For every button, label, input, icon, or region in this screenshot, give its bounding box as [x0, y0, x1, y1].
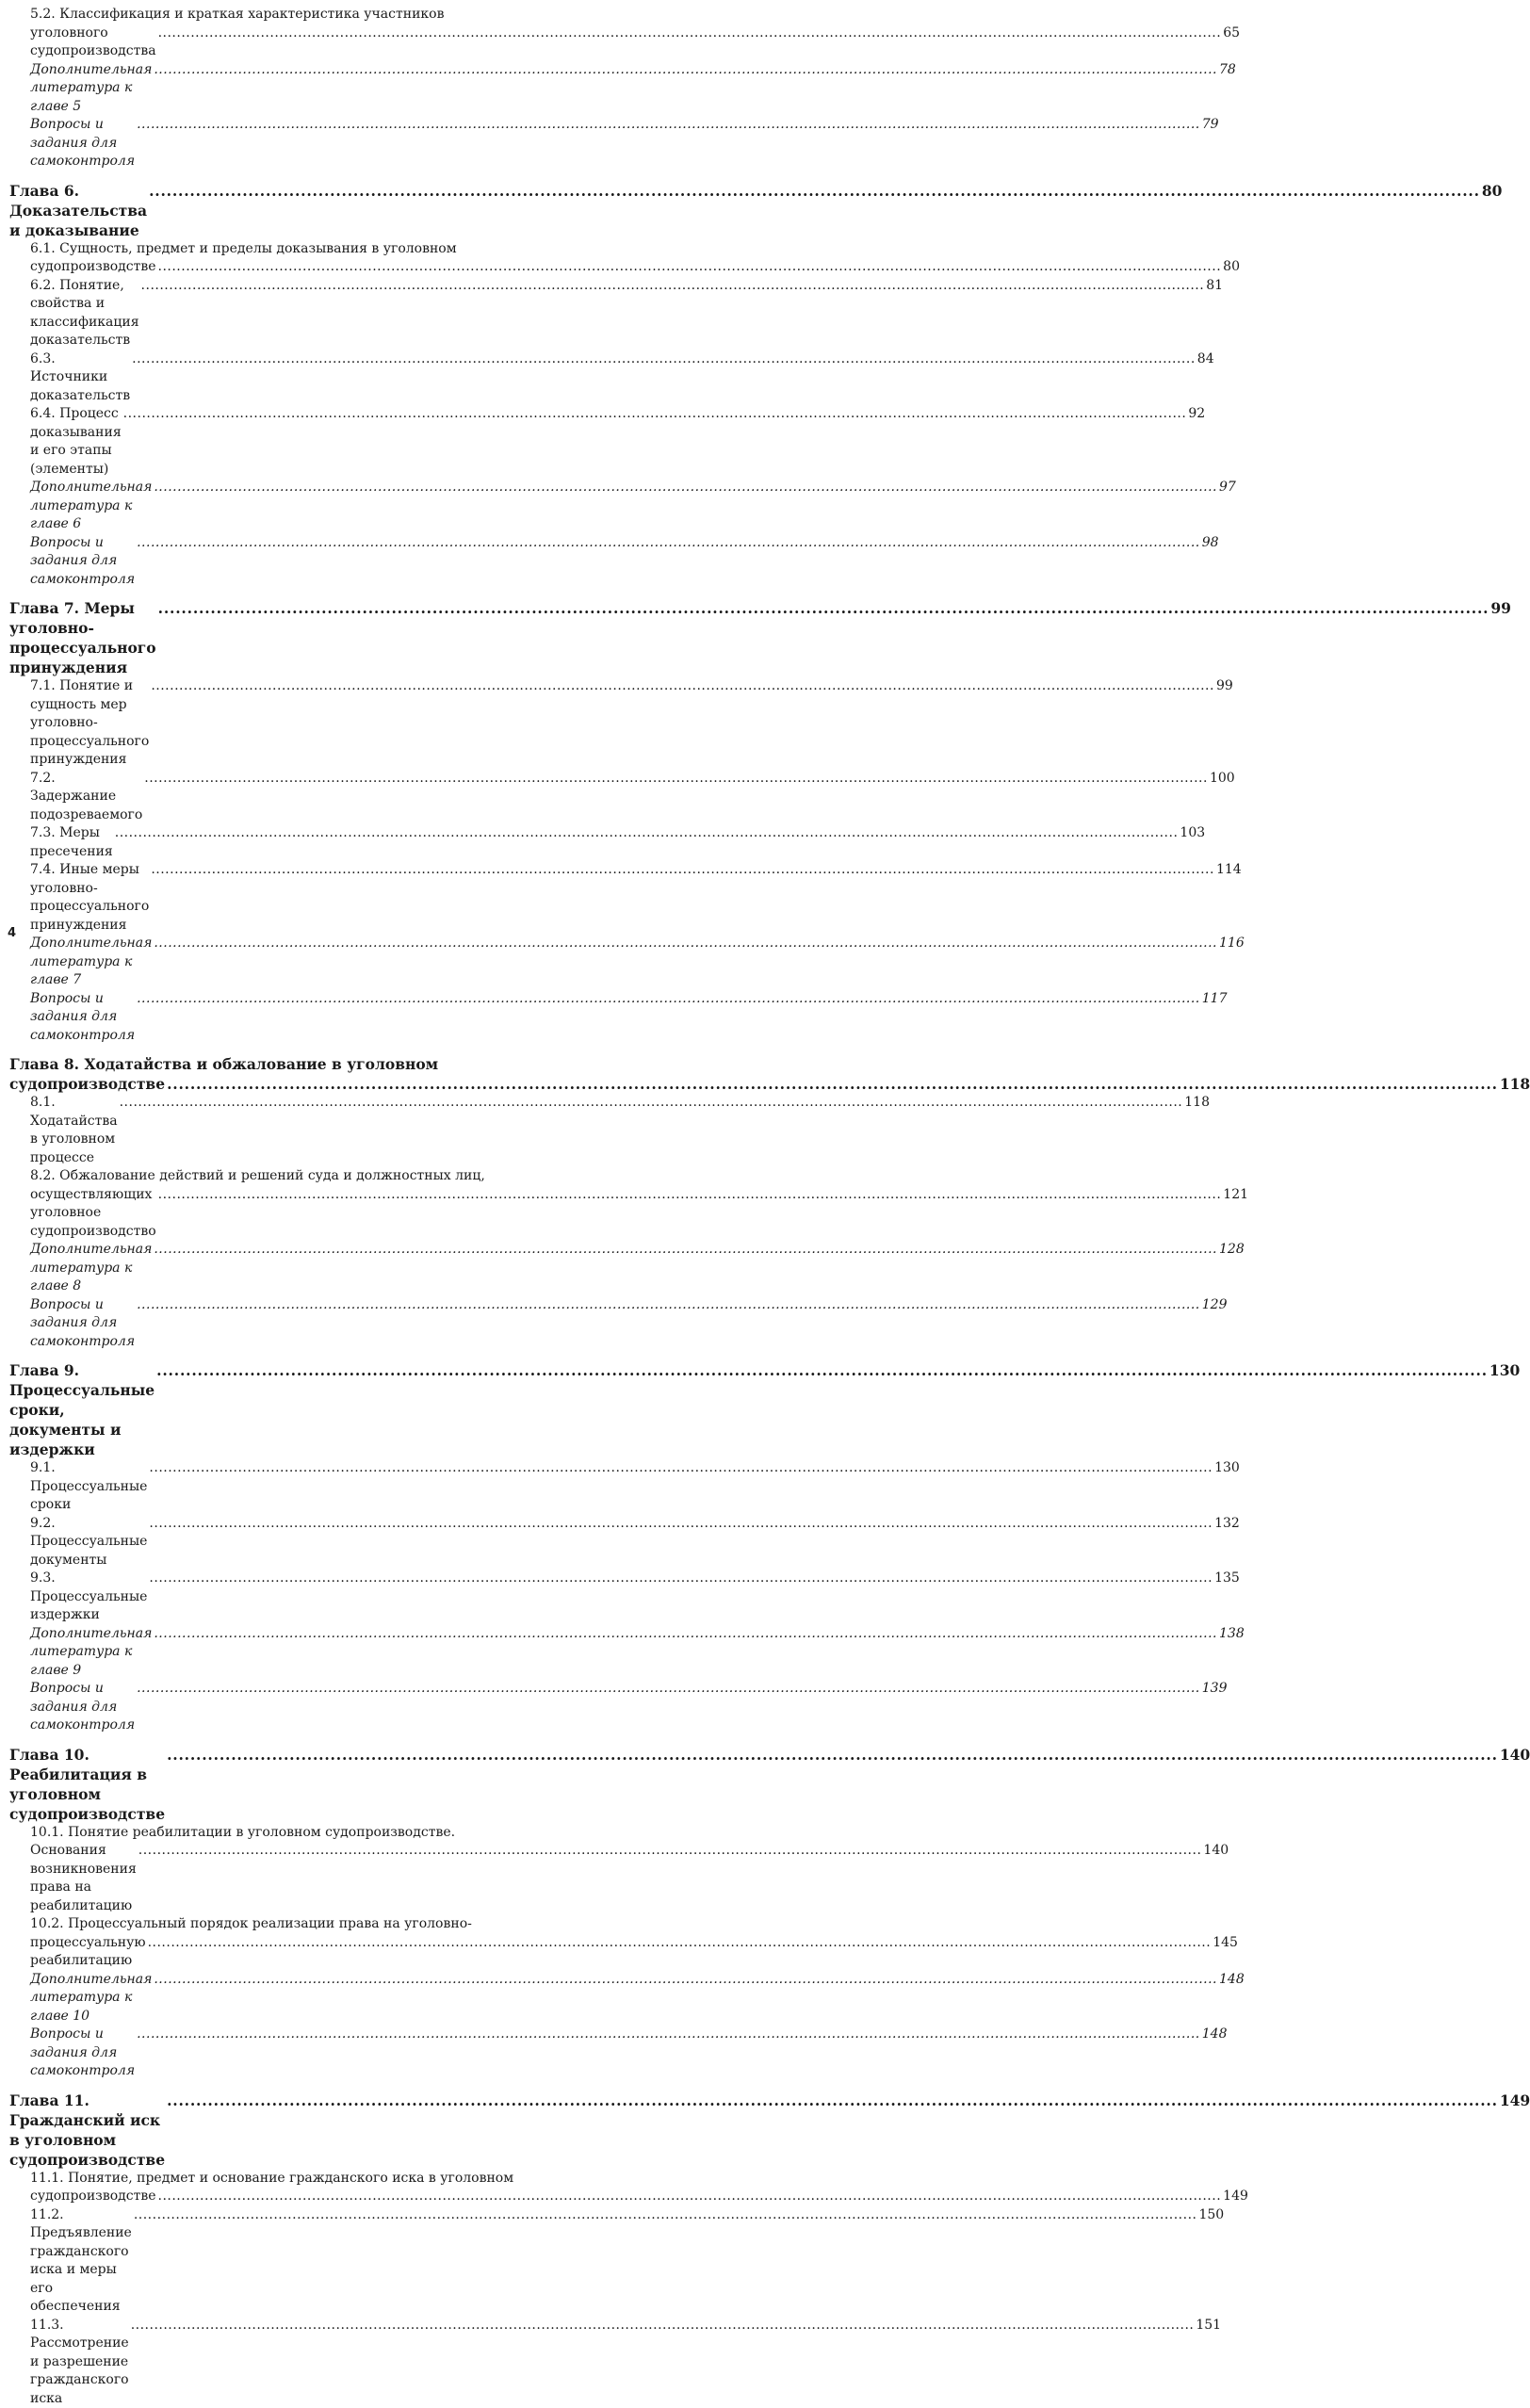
chapter-section	[9, 1054, 550, 1351]
chapter-section	[9, 1745, 550, 2081]
chapter-page-number: 80	[1482, 181, 1503, 201]
dot-leader	[154, 479, 1217, 497]
entry-page-number: 148	[1219, 1971, 1245, 1990]
dot-leader	[132, 350, 1196, 369]
entry-page-number: 97	[1219, 479, 1236, 497]
supplementary-entry[interactable]	[9, 1971, 550, 2026]
dot-leader	[158, 258, 1222, 277]
dot-leader	[134, 2206, 1197, 2225]
subsection-entry-title: 6.2. Понятие, свойства и классификация доказательств	[30, 277, 139, 350]
dot-leader	[154, 1241, 1217, 1260]
entry-page-number: 150	[1198, 2206, 1224, 2225]
subsection-entry[interactable]	[9, 350, 550, 406]
subsection-entry-title[interactable]: 11.1. Понятие, предмет и основание гражданского иска в уголовном	[9, 2170, 550, 2188]
subsection-entry[interactable]	[9, 1186, 550, 1242]
dot-leader	[158, 598, 1489, 618]
dot-leader	[154, 935, 1217, 953]
subsection-entry[interactable]	[9, 677, 550, 770]
chapter-page-number: 118	[1500, 1074, 1530, 1094]
chapter-section	[9, 598, 550, 1045]
dot-leader	[120, 1094, 1183, 1113]
chapter-title: Глава 7. Меры уголовно-процессуального принуждения	[9, 598, 156, 677]
subsection-entry-title[interactable]: 8.2. Обжалование действий и решений суда и должностных лиц,	[9, 1167, 550, 1186]
subsection-entry[interactable]	[9, 277, 550, 350]
dot-leader	[131, 2317, 1195, 2335]
supplementary-entry-title: Вопросы и задания для самоконтроля	[30, 116, 135, 171]
dot-leader	[137, 534, 1200, 553]
subsection-entry-title: 11.2. Предъявление гражданского иска и меры его обеспечения	[30, 2206, 132, 2317]
subsection-entry[interactable]	[9, 861, 550, 935]
dot-leader	[138, 1842, 1202, 1861]
chapter-title: Глава 11. Гражданский иск в уголовном судопроизводстве	[9, 2091, 165, 2170]
dot-leader	[151, 861, 1214, 880]
dot-leader	[158, 2188, 1222, 2206]
subsection-entry-title: 7.4. Иные меры уголовно-процессуального принуждения	[30, 861, 149, 935]
supplementary-entry[interactable]	[9, 1625, 550, 1681]
supplementary-entry[interactable]	[9, 990, 550, 1046]
supplementary-entry-title: Вопросы и задания для самоконтроля	[30, 534, 135, 590]
dot-leader	[141, 277, 1205, 296]
supplementary-entry[interactable]	[9, 116, 550, 171]
entry-page-number: 128	[1219, 1241, 1245, 1260]
subsection-entry-title: 9.2. Процессуальные документы	[30, 1515, 147, 1570]
supplementary-entry-title: Дополнительная литература к главе 10	[30, 1971, 152, 2026]
subsection-entry-title: 8.1. Ходатайства в уголовном процессе	[30, 1094, 118, 1167]
dot-leader	[154, 1971, 1217, 1990]
subsection-entry-title-continuation: судопроизводстве	[30, 258, 156, 277]
dot-leader	[158, 24, 1222, 43]
dot-leader	[149, 1459, 1213, 1478]
entry-page-number: 103	[1180, 824, 1205, 843]
dot-leader	[115, 824, 1179, 843]
supplementary-entry[interactable]	[9, 1296, 550, 1352]
dot-leader	[167, 1074, 1498, 1094]
chapter-section	[9, 181, 550, 590]
supplementary-entry-title: Дополнительная литература к главе 6	[30, 479, 152, 534]
dot-leader	[167, 1745, 1498, 1765]
subsection-entry-title-continuation: осуществляющих уголовное судопроизводство	[30, 1186, 156, 1242]
chapter-heading[interactable]	[9, 1745, 550, 1824]
subsection-entry[interactable]	[9, 2206, 550, 2317]
subsection-entry[interactable]	[9, 1094, 550, 1167]
subsection-entry-title[interactable]: 10.2. Процессуальный порядок реализации права на уголовно-	[9, 1915, 550, 1934]
chapter-heading[interactable]	[9, 181, 550, 240]
supplementary-entry[interactable]	[9, 2026, 550, 2081]
entry-page-number: 118	[1184, 1094, 1210, 1113]
dot-leader	[156, 1360, 1488, 1380]
entry-page-number: 65	[1223, 24, 1240, 43]
supplementary-entry[interactable]	[9, 61, 550, 117]
chapter-title[interactable]: Глава 8. Ходатайства и обжалование в уголовном	[9, 1054, 550, 1074]
entry-page-number: 117	[1202, 990, 1228, 1009]
subsection-entry-title-continuation: уголовного судопроизводства	[30, 24, 156, 61]
table-of-contents	[9, 6, 550, 2408]
entry-page-number: 132	[1214, 1515, 1240, 1534]
subsection-entry[interactable]	[9, 24, 550, 61]
dot-leader	[137, 1296, 1200, 1315]
subsection-entry[interactable]	[9, 1934, 550, 1971]
supplementary-entry[interactable]	[9, 935, 550, 990]
dot-leader	[144, 770, 1208, 789]
entry-page-number: 114	[1216, 861, 1242, 880]
supplementary-entry-title: Дополнительная литература к главе 5	[30, 61, 152, 117]
subsection-entry[interactable]	[9, 824, 550, 861]
entry-page-number: 79	[1202, 116, 1219, 135]
supplementary-entry[interactable]	[9, 1241, 550, 1296]
subsection-entry[interactable]	[9, 2317, 550, 2408]
supplementary-entry-title: Вопросы и задания для самоконтроля	[30, 2026, 135, 2081]
entry-page-number: 80	[1223, 258, 1240, 277]
dot-leader	[137, 1680, 1200, 1699]
subsection-entry-title: 11.3. Рассмотрение и разрешение гражданского иска	[30, 2317, 129, 2408]
dot-leader	[137, 116, 1200, 135]
subsection-entry-title: 6.4. Процесс доказывания и его этапы (элементы)	[30, 405, 122, 479]
supplementary-entry-title: Дополнительная литература к главе 8	[30, 1241, 152, 1296]
dot-leader	[148, 1934, 1212, 1953]
entry-page-number: 116	[1219, 935, 1245, 953]
subsection-entry-title: 7.1. Понятие и сущность мер уголовно-процессуального принуждения	[30, 677, 149, 770]
subsection-entry-title[interactable]: 5.2. Классификация и краткая характеристика участников	[9, 6, 550, 24]
subsection-entry[interactable]	[9, 1842, 550, 1915]
supplementary-entry[interactable]	[9, 479, 550, 534]
entry-page-number: 151	[1196, 2317, 1221, 2335]
entry-page-number: 78	[1219, 61, 1236, 80]
dot-leader	[154, 61, 1217, 80]
chapter-title: Глава 6. Доказательства и доказывание	[9, 181, 147, 240]
entry-page-number: 98	[1202, 534, 1219, 553]
dot-leader	[149, 1570, 1213, 1588]
chapter-title-continuation: судопроизводстве	[9, 1074, 165, 1094]
entry-page-number: 148	[1202, 2026, 1228, 2044]
subsection-entry[interactable]	[9, 258, 550, 277]
entry-page-number: 139	[1202, 1680, 1228, 1699]
entry-page-number: 138	[1219, 1625, 1245, 1644]
dot-leader	[158, 1186, 1222, 1205]
dot-leader	[137, 990, 1200, 1009]
entry-page-number: 99	[1216, 677, 1233, 696]
dot-leader	[137, 2026, 1200, 2044]
subsection-entry-title-continuation: Основания возникновения права на реабилитацию	[30, 1842, 137, 1915]
subsection-entry[interactable]	[9, 405, 550, 479]
chapter-page-number: 130	[1489, 1360, 1520, 1380]
subsection-entry[interactable]	[9, 2188, 550, 2206]
supplementary-entry-title: Дополнительная литература к главе 7	[30, 935, 152, 990]
chapter-heading[interactable]	[9, 1360, 550, 1459]
chapter-section	[9, 1360, 550, 1735]
dot-leader	[151, 677, 1214, 696]
subsection-entry-title: 9.3. Процессуальные издержки	[30, 1570, 147, 1625]
entry-page-number: 81	[1206, 277, 1223, 296]
entry-page-number: 149	[1223, 2188, 1248, 2206]
subsection-entry[interactable]	[9, 1459, 550, 1515]
entry-page-number: 130	[1214, 1459, 1240, 1478]
entry-page-number: 135	[1214, 1570, 1240, 1588]
subsection-entry-title-continuation: процессуальную реабилитацию	[30, 1934, 146, 1971]
chapter-heading[interactable]	[9, 2091, 550, 2170]
entry-page-number: 121	[1223, 1186, 1248, 1205]
supplementary-entry-title: Дополнительная литература к главе 9	[30, 1625, 152, 1681]
dot-leader	[123, 405, 1187, 424]
subsection-entry-title[interactable]: 6.1. Сущность, предмет и пределы доказывания в уголовном	[9, 240, 550, 259]
page-number: 4	[8, 926, 16, 940]
subsection-entry-title: 9.1. Процессуальные сроки	[30, 1459, 147, 1515]
chapter-page-number: 149	[1500, 2091, 1530, 2110]
chapter-section	[9, 6, 550, 171]
dot-leader	[167, 2091, 1498, 2110]
entry-page-number: 129	[1202, 1296, 1228, 1315]
subsection-entry[interactable]	[9, 770, 550, 825]
supplementary-entry-title: Вопросы и задания для самоконтроля	[30, 1680, 135, 1735]
entry-page-number: 84	[1197, 350, 1214, 369]
dot-leader	[149, 181, 1480, 201]
subsection-entry-title-continuation: судопроизводстве	[30, 2188, 156, 2206]
entry-page-number: 145	[1213, 1934, 1238, 1953]
subsection-entry-title[interactable]: 10.1. Понятие реабилитации в уголовном судопроизводстве.	[9, 1824, 550, 1843]
chapter-page-number: 99	[1490, 598, 1511, 618]
chapter-heading[interactable]	[9, 598, 550, 677]
subsection-entry[interactable]	[9, 1570, 550, 1625]
supplementary-entry-title: Вопросы и задания для самоконтроля	[30, 990, 135, 1046]
chapter-title: Глава 10. Реабилитация в уголовном судопроизводстве	[9, 1745, 165, 1824]
subsection-entry-title: 7.2. Задержание подозреваемого	[30, 770, 142, 825]
supplementary-entry-title: Вопросы и задания для самоконтроля	[30, 1296, 135, 1352]
subsection-entry-title: 7.3. Меры пресечения	[30, 824, 113, 861]
chapter-section	[9, 2091, 550, 2408]
subsection-entry-title: 6.3. Источники доказательств	[30, 350, 130, 406]
dot-leader	[149, 1515, 1213, 1534]
chapter-page-number: 140	[1500, 1745, 1530, 1765]
entry-page-number: 100	[1210, 770, 1235, 789]
entry-page-number: 92	[1188, 405, 1205, 424]
entry-page-number: 140	[1203, 1842, 1229, 1861]
supplementary-entry[interactable]	[9, 1680, 550, 1735]
supplementary-entry[interactable]	[9, 534, 550, 590]
chapter-title: Глава 9. Процессуальные сроки, документы и издержки	[9, 1360, 155, 1459]
dot-leader	[154, 1625, 1217, 1644]
chapter-heading[interactable]	[9, 1074, 550, 1094]
subsection-entry[interactable]	[9, 1515, 550, 1570]
